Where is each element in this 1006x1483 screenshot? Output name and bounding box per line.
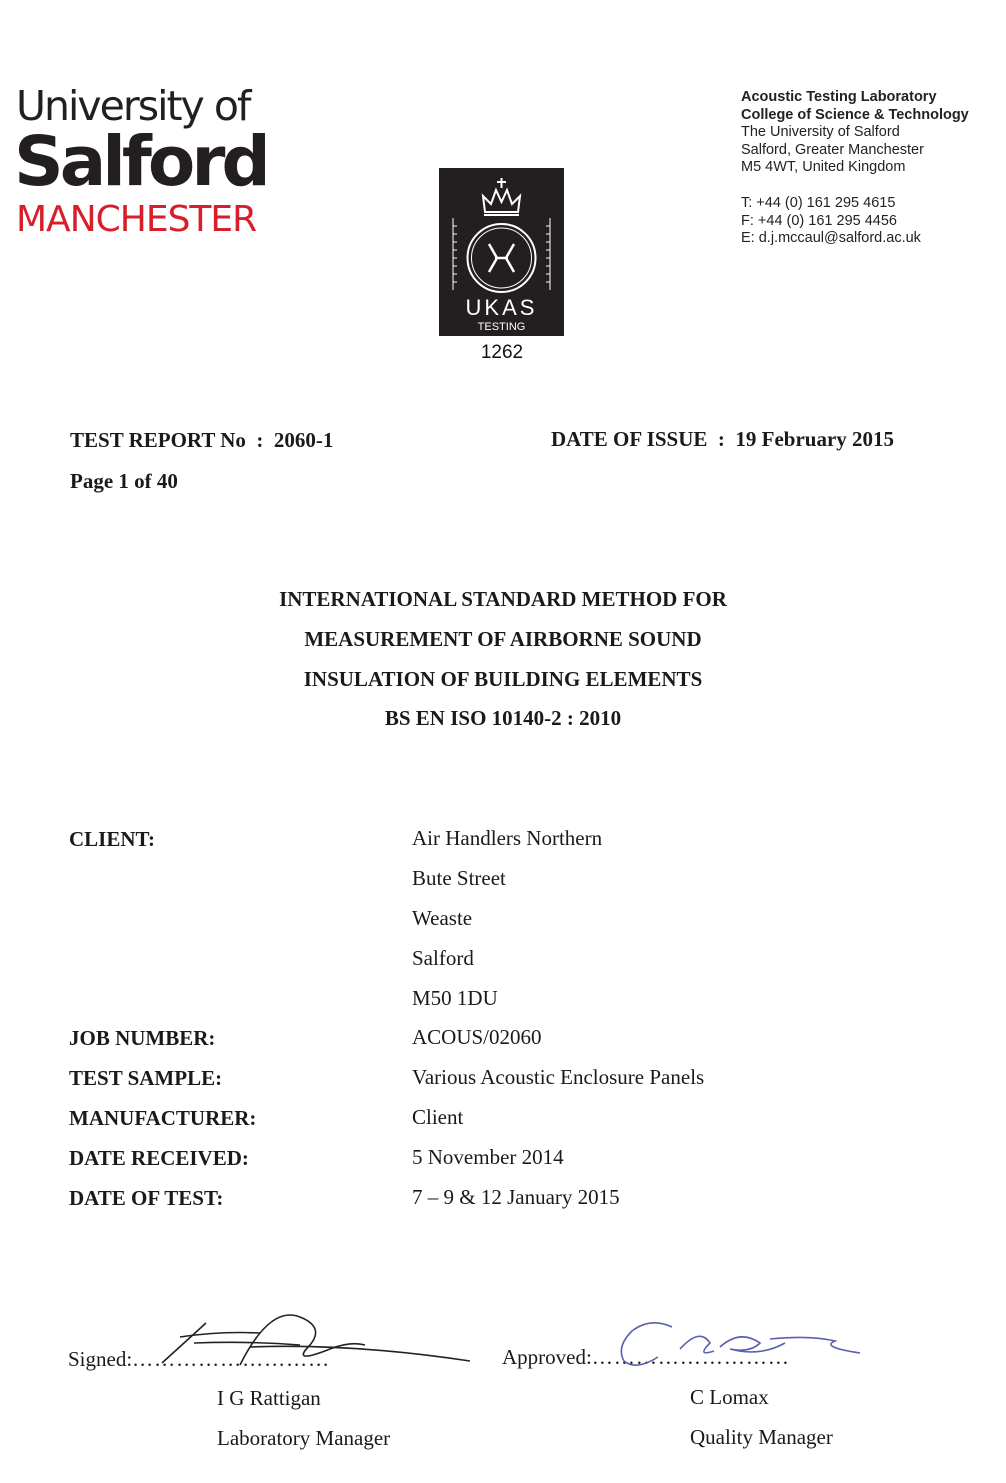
client-label: CLIENT: (69, 827, 155, 851)
logo-line3: MANCHESTER (16, 199, 257, 240)
signer-name: I G Rattigan (217, 1386, 321, 1410)
approver-title: Quality Manager (690, 1425, 833, 1449)
date-received-value: 5 November 2014 (412, 1145, 564, 1169)
address-college: College of Science & Technology (741, 106, 969, 123)
ukas-number: 1262 (480, 342, 524, 363)
test-sample-label: TEST SAMPLE: (69, 1066, 223, 1090)
date-of-test-label: DATE OF TEST: (69, 1186, 224, 1210)
title-line1: INTERNATIONAL STANDARD METHOD FOR (279, 587, 727, 611)
approved-dots: ……………………… (591, 1345, 790, 1369)
address-postcode: M5 4WT, United Kingdom (741, 159, 906, 175)
address-email: E: d.j.mccaul@salford.ac.uk (741, 230, 921, 246)
approved-label: Approved: (502, 1345, 592, 1369)
title-line2: MEASUREMENT OF AIRBORNE SOUND (304, 627, 702, 651)
date-received-label: DATE RECEIVED: (69, 1146, 249, 1170)
manufacturer-value: Client (412, 1105, 464, 1129)
address-block (741, 89, 969, 177)
client-line: M50 1DU (412, 986, 498, 1010)
date-of-test-value: 7 – 9 & 12 January 2015 (412, 1185, 620, 1209)
client-line: Weaste (412, 906, 473, 930)
client-line: Bute Street (412, 866, 506, 890)
job-number-label: JOB NUMBER: (69, 1026, 216, 1050)
title-line4: BS EN ISO 10140-2 : 2010 (384, 706, 622, 730)
address-tel: T: +44 (0) 161 295 4615 (741, 195, 896, 211)
ukas-mark (439, 168, 564, 336)
logo-line1: University of (16, 82, 250, 130)
client-line: Salford (412, 946, 474, 970)
address-city: Salford, Greater Manchester (741, 141, 924, 158)
test-sample-value: Various Acoustic Enclosure Panels (412, 1065, 705, 1089)
rattigan-signature (150, 1305, 480, 1375)
ukas-crown-icon (439, 168, 564, 336)
approver-name: C Lomax (690, 1385, 769, 1409)
address-fax: F: +44 (0) 161 295 4456 (741, 212, 897, 229)
logo-line2: Salford (14, 122, 267, 202)
ukas-sub: TESTING (477, 321, 526, 333)
signed-label: Signed: (68, 1347, 133, 1371)
address-lab: Acoustic Testing Laboratory (741, 89, 937, 105)
contact-block (741, 195, 921, 248)
manufacturer-label: MANUFACTURER: (69, 1106, 257, 1130)
date-of-issue: DATE OF ISSUE : 19 February 2015 (551, 427, 895, 451)
title-line3: INSULATION OF BUILDING ELEMENTS (303, 667, 703, 691)
client-line: Air Handlers Northern (412, 826, 603, 850)
signed-dots: ……………………… (132, 1347, 331, 1371)
address-uni: The University of Salford (741, 124, 900, 140)
job-number-value: ACOUS/02060 (412, 1025, 542, 1049)
lomax-signature (610, 1313, 870, 1373)
page-number: Page 1 of 40 (70, 469, 178, 493)
report-number: TEST REPORT No : 2060-1 (70, 428, 334, 452)
signer-title: Laboratory Manager (217, 1426, 391, 1450)
ukas-text: UKAS (465, 295, 538, 320)
